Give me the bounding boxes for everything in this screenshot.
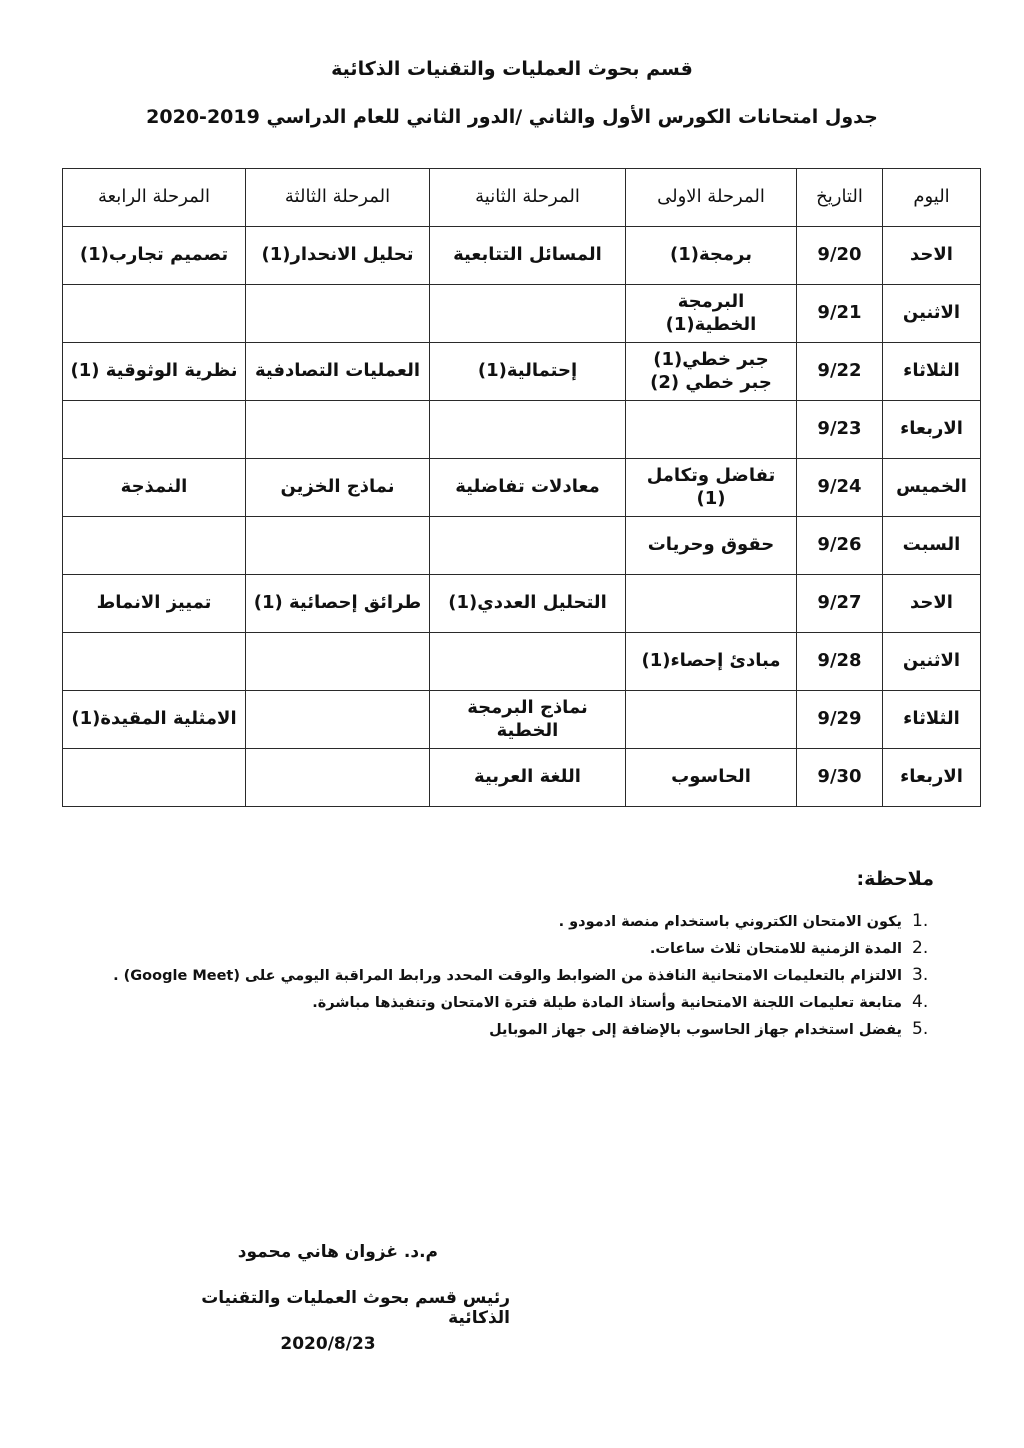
stage-2-cell — [430, 633, 626, 691]
date-cell: 9/21 — [797, 285, 883, 343]
stage-4-cell: نظرية الوثوقية (1) — [63, 343, 246, 401]
table-row — [63, 227, 981, 285]
note-number: 4. — [912, 992, 929, 1012]
stage-4-cell: تمييز الانماط — [63, 575, 246, 633]
day-cell: الخميس — [883, 459, 981, 517]
note-text: يفضل استخدام جهاز الحاسوب بالإضافة إلى جهاز الموبايل — [489, 1022, 902, 1038]
stage-4-cell — [63, 517, 246, 575]
note-number: 3. — [912, 965, 929, 985]
stage-1-cell: جبر خطي(1) جبر خطي (2) — [626, 343, 797, 401]
date-cell: 9/29 — [797, 691, 883, 749]
date-cell: 9/22 — [797, 343, 883, 401]
table-row — [63, 749, 981, 807]
stage-1-cell: حقوق وحريات — [626, 517, 797, 575]
table-row — [63, 459, 981, 517]
exam-schedule-table — [62, 168, 981, 807]
day-cell: الثلاثاء — [883, 691, 981, 749]
note-number: 1. — [912, 911, 929, 931]
table-row — [63, 691, 981, 749]
stage-2-cell — [430, 401, 626, 459]
note-item — [74, 935, 934, 962]
note-text: متابعة تعليمات اللجنة الامتحانية وأستاذ المادة طيلة فترة الامتحان وتنفيذها مباشرة. — [312, 995, 902, 1011]
stage-1-cell: برمجة(1) — [626, 227, 797, 285]
stage-1-cell — [626, 401, 797, 459]
table-row — [63, 575, 981, 633]
stage-3-cell — [246, 517, 430, 575]
stage-4-cell: الامثلية المقيدة(1) — [63, 691, 246, 749]
signatory-name: م.د. غزوان هاني محمود — [237, 1242, 438, 1262]
column-header-stage-3: المرحلة الثالثة — [246, 169, 430, 227]
stage-3-cell: نماذج الخزين — [246, 459, 430, 517]
stage-4-cell — [63, 633, 246, 691]
note-text: الالتزام بالتعليمات الامتحانية النافذة من الضوابط والوقت المحدد ورابط المراقبة اليومي على (Google Meet) . — [113, 968, 902, 984]
note-text: المدة الزمنية للامتحان ثلاث ساعات. — [649, 941, 902, 957]
stage-2-cell: اللغة العربية — [430, 749, 626, 807]
schedule-title: جدول امتحانات الكورس الأول والثاني /الدور الثاني للعام الدراسي 2019-2020 — [146, 106, 878, 128]
stage-2-cell: نماذج البرمجة الخطية — [430, 691, 626, 749]
stage-3-cell: تحليل الانحدار(1) — [246, 227, 430, 285]
day-cell: الاربعاء — [883, 401, 981, 459]
note-item — [74, 1016, 934, 1043]
stage-3-cell — [246, 633, 430, 691]
table-row — [63, 285, 981, 343]
note-item — [74, 989, 934, 1016]
column-header-stage-4: المرحلة الرابعة — [63, 169, 246, 227]
stage-3-cell: العمليات التصادفية — [246, 343, 430, 401]
stage-3-cell — [246, 285, 430, 343]
day-cell: الاحد — [883, 227, 981, 285]
stage-1-cell: البرمجة الخطية(1) — [626, 285, 797, 343]
table-row — [63, 517, 981, 575]
stage-3-cell: طرائق إحصائية (1) — [246, 575, 430, 633]
stage-1-cell: تفاضل وتكامل (1) — [626, 459, 797, 517]
stage-1-cell: الحاسوب — [626, 749, 797, 807]
stage-1-cell — [626, 575, 797, 633]
stage-1-cell: مبادئ إحصاء(1) — [626, 633, 797, 691]
signatory-position: رئيس قسم بحوث العمليات والتقنيات الذكائية — [201, 1288, 510, 1328]
note-text: يكون الامتحان الكتروني باستخدام منصة ادمودو . — [558, 914, 902, 930]
day-cell: الاحد — [883, 575, 981, 633]
stage-3-cell — [246, 749, 430, 807]
day-cell: الاثنين — [883, 285, 981, 343]
day-cell: الاثنين — [883, 633, 981, 691]
date-cell: 9/27 — [797, 575, 883, 633]
notes-heading: ملاحظة: — [856, 868, 934, 890]
stage-1-cell — [626, 691, 797, 749]
stage-4-cell — [63, 749, 246, 807]
stage-3-cell — [246, 401, 430, 459]
date-cell: 9/26 — [797, 517, 883, 575]
note-number: 5. — [912, 1019, 929, 1039]
date-cell: 9/20 — [797, 227, 883, 285]
date-cell: 9/30 — [797, 749, 883, 807]
table-row — [63, 401, 981, 459]
date-cell: 9/28 — [797, 633, 883, 691]
column-header-day: اليوم — [883, 169, 981, 227]
table-header-row — [63, 169, 981, 227]
column-header-date: التاريخ — [797, 169, 883, 227]
stage-2-cell: التحليل العددي(1) — [430, 575, 626, 633]
note-item — [74, 908, 934, 935]
day-cell: السبت — [883, 517, 981, 575]
column-header-stage-1: المرحلة الاولى — [626, 169, 797, 227]
stage-4-cell: النمذجة — [63, 459, 246, 517]
column-header-stage-2: المرحلة الثانية — [430, 169, 626, 227]
stage-2-cell: معادلات تفاضلية — [430, 459, 626, 517]
note-item — [74, 962, 934, 989]
date-cell: 9/23 — [797, 401, 883, 459]
notes-list — [74, 908, 934, 1043]
table-row — [63, 343, 981, 401]
stage-4-cell — [63, 285, 246, 343]
table-row — [63, 633, 981, 691]
stage-4-cell: تصميم تجارب(1) — [63, 227, 246, 285]
stage-4-cell — [63, 401, 246, 459]
stage-2-cell — [430, 285, 626, 343]
stage-2-cell: المسائل التتابعية — [430, 227, 626, 285]
department-title: قسم بحوث العمليات والتقنيات الذكائية — [331, 58, 693, 80]
notes-section — [74, 868, 934, 1043]
stage-3-cell — [246, 691, 430, 749]
signature-date: 2020/8/23 — [280, 1334, 376, 1354]
stage-2-cell — [430, 517, 626, 575]
note-number: 2. — [912, 938, 929, 958]
stage-2-cell: إحتمالية(1) — [430, 343, 626, 401]
day-cell: الاربعاء — [883, 749, 981, 807]
date-cell: 9/24 — [797, 459, 883, 517]
day-cell: الثلاثاء — [883, 343, 981, 401]
